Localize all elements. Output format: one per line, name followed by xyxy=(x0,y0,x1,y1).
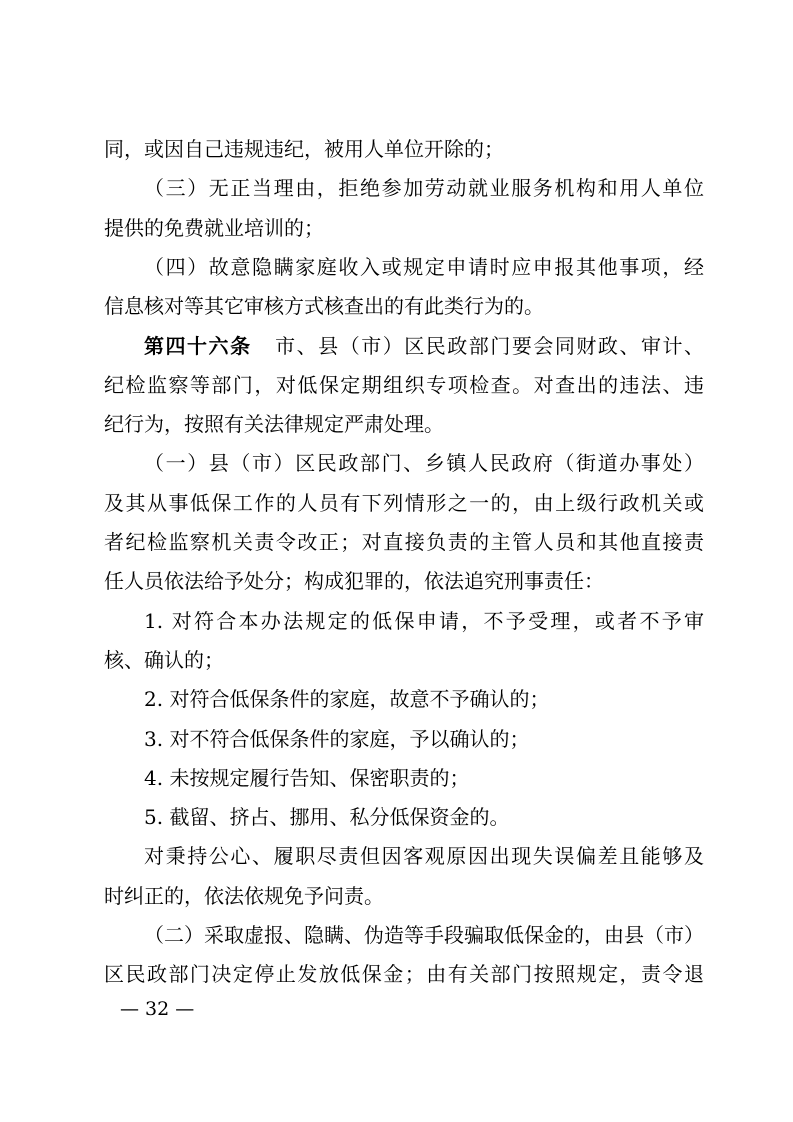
list-item: 3. 对不符合低保条件的家庭，予以确认的； xyxy=(144,726,530,751)
article-text: 市、县（市）区民政部门要会同财政、审计、 xyxy=(273,333,704,358)
text-line: （三）无正当理由，拒绝参加劳动就业服务机构和用人单位 xyxy=(144,176,704,201)
list-item: 核、确认的； xyxy=(104,647,224,672)
text-line: （二）采取虚报、隐瞒、伪造等手段骗取低保金的，由县（市） xyxy=(144,923,704,947)
text-line: 时纠正的，依法依规免予问责。 xyxy=(104,883,384,908)
list-item: 1. 对符合本办法规定的低保申请，不予受理，或者不予审 xyxy=(144,608,704,633)
list-item: 2. 对符合低保条件的家庭，故意不予确认的； xyxy=(144,687,550,712)
text-line: （一）县（市）区民政部门、乡镇人民政府（街道办事处） xyxy=(144,451,704,476)
text-line: 及其从事低保工作的人员有下列情形之一的，由上级行政机关或 xyxy=(104,490,704,515)
text-line: 对秉持公心、履职尽责但因客观原因出现失误偏差且能够及 xyxy=(144,844,704,869)
text-line: 同，或因自己违规违纪，被用人单位开除的； xyxy=(104,137,504,161)
text-line: 提供的免费就业培训的； xyxy=(104,215,324,240)
page-number: — 32 — xyxy=(120,998,195,1020)
text-line: 任人员依法给予处分；构成犯罪的，依法追究刑事责任： xyxy=(104,569,604,594)
list-item: 5. 截留、挤占、挪用、私分低保资金的。 xyxy=(144,805,510,830)
text-line: （四）故意隐瞒家庭收入或规定申请时应申报其他事项，经 xyxy=(144,254,704,279)
text-line: 纪检监察等部门，对低保定期组织专项检查。对查出的违法、违 xyxy=(104,372,704,397)
article-heading: 第四十六条 xyxy=(144,333,252,358)
list-item: 4. 未按规定履行告知、保密职责的； xyxy=(144,765,470,790)
text-line: 者纪检监察机关责令改正；对直接负责的主管人员和其他直接责 xyxy=(104,530,704,554)
text-line: 区民政部门决定停止发放低保金；由有关部门按照规定，责令退 xyxy=(104,962,704,987)
text-line: 纪行为，按照有关法律规定严肃处理。 xyxy=(104,412,444,437)
article-line xyxy=(144,333,704,359)
text-line: 信息核对等其它审核方式核查出的有此类行为的。 xyxy=(104,294,544,319)
